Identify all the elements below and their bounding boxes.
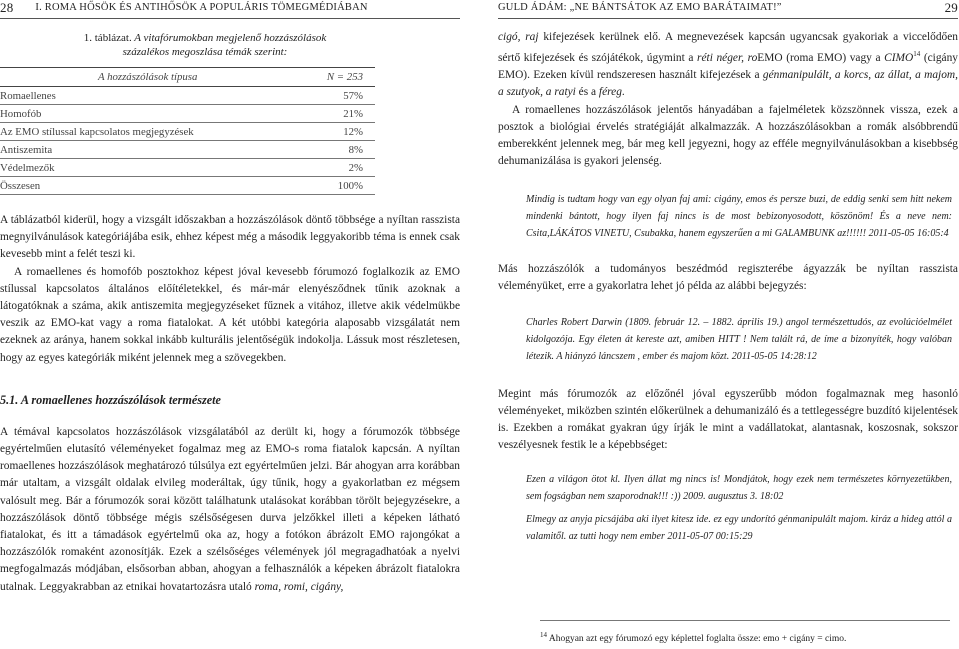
table-row-total [0, 177, 375, 195]
text-segment: (roma EMO) vagy a [782, 52, 885, 64]
right-running-head: GULD ÁDÁM: „NE BÁNTSÁTOK AZ EMO BARÁTAIMAT!” [498, 2, 782, 13]
forum-quote: Elmegy az anyja picsájába aki ilyet kitesz ide. ez egy undorító génmanipulált majom. kiráz a hideg attól a valamitől. az tutti hogy nem ember 2011-05-07 00:15:29 [526, 514, 952, 542]
table-row [0, 105, 375, 123]
forum-quote: Mindig is tudtam hogy van egy olyan faj ami: cigány, emos és persze buzi, de eddig senki sem hitt nekem mindenki bántott, hogy ilyen faj nincs is de most bebizonyosodott, köszönöm! És a neve nem: Csita,LÁKÁTOS VINETU, Csubakka, hanem egyszerűen a mi GALAMBUNK az!!!!!! 2011-05-05 16:05:4 [526, 194, 952, 240]
right-running-header [498, 0, 958, 19]
paragraph-fajelmelet: A romaellenes hozzászólások jelentős hányadában a fajelméletek közszönnek vissza, ezek a posztok a biológiai érvelés stratégiáját alkalmazzák. A hozzászólásokban a romák alsóbbrendű emberekként jelennek meg, bár meg kell jegyezni, hogy az efféle megnyilvánulásokban a kisebbség dehumanizálása is gyakori jelenség. [498, 103, 958, 168]
term-cigo: cigó, raj [498, 31, 539, 43]
table-row [0, 87, 375, 105]
paragraph-terms [498, 29, 958, 102]
left-running-header [0, 0, 460, 19]
row-label: Antiszemita [0, 141, 302, 159]
text-segment: kifejezések kerülnek elő. A megnevezések kapcsán ugyancsak gyakoriak a viccelődően sértő kifejezések és szójátékok, úgymint a [498, 31, 958, 64]
distribution-table [0, 67, 375, 195]
footnote-ref: 14 [913, 50, 921, 59]
paragraph-table-summary: A táblázatból kiderül, hogy a vizsgált időszakban a hozzászólások döntő többsége a nyíltan rasszista megnyilvánulások kategóriájába esik, ehhez képest még a második leggyakoribb téma is ennek csak kevesebb mint a felét teszi ki. [0, 214, 460, 261]
forum-quote: Ezen a világon ötot kl. Ilyen állat mg nincs is! Mondjátok, hogy ezek nem természetes környezetükben, sem fogságban nem szaporodnak!!! :)) 2009. augusztus 3. 18:02 [526, 474, 952, 503]
row-value: 100% [302, 177, 375, 195]
left-running-head: I. ROMA HŐSÖK ÉS ANTIHŐSÖK A POPULÁRIS TÖMEGMÉDIÁBAN [35, 2, 368, 13]
paragraph-tudomanyos: Más hozzászólók a tudományos beszédmód regiszterébe ágyazzák be nyíltan rasszista véleményüket, erre a gyakorlatra lehet jó példa az alábbi bejegyzés: [498, 262, 958, 293]
footnote-text: Ahogyan azt egy fórumozó egy képlettel foglalta össze: emo + cigány = cimo. [548, 634, 847, 645]
forum-quote: Charles Robert Darwin (1809. február 12. – 1882. április 19.) angol természettudós, az evolúcióelmélet kidolgozója. Egy életen át kereste azt, amiben HITT ! Nem talált rá, de íme a bizonyíték, hogy valóban létezik. A hiányzó láncszem , ember és majom közt. 2011-05-05 14:28:12 [526, 317, 952, 362]
table-caption-line2: százalékos megoszlása témák szerint: [122, 46, 288, 58]
table-row [0, 141, 375, 159]
table-label: 1. táblázat. [83, 32, 132, 44]
row-value: 57% [302, 87, 375, 105]
right-page-number: 29 [944, 0, 958, 15]
paragraph-romaellenes [0, 424, 460, 596]
section-heading: 5.1. A romaellenes hozzászólások természete [0, 392, 221, 407]
row-value: 12% [302, 123, 375, 141]
left-page [0, 0, 460, 649]
text-segment: . [621, 86, 625, 99]
footnote [540, 620, 950, 646]
row-label: Összesen [0, 177, 302, 195]
term-cimo: CIMO [884, 52, 914, 64]
row-label: Homofób [0, 105, 302, 123]
table-header-n: N = 253 [302, 68, 375, 87]
row-label: Védelmezők [0, 159, 302, 177]
row-value: 21% [302, 105, 375, 123]
table-caption [0, 31, 460, 59]
term-fereg: féreg [598, 86, 622, 99]
row-value: 8% [302, 141, 375, 159]
paragraph-romaellenes-text: A témával kapcsolatos hozzászólások vizsgálatából az derült ki, hogy a fórumozók többsége egyértelműen elutasító véleményeket fogalmaz meg az EMO-s roma fiatalok kapcsán. A nyíltan romaellenes hozzászólások meghatározó túlsúlya ezt egyértelműen jelzi. Bár ahogyan arra korábban már utaltam, a vizsgált oldalak elvileg moderáltak, úgy tűnik, hogy a gyakorlatban ez mégsem valósult meg. Bár a fórumozók sorai között találhatunk utalásokat korábban törölt bejegyzésekre, a hozzászólások döntő többsége mégis szélsőségesen durva jelzőkkel illeti a képeken látható fiatalokat, és itt a támadások egyértelmű oka az, hogy a fotókon ábrázolt EMO rajongókat a hozzászólók romaként azonosítják. Ezek a szélsőséges vélemények jól megragadhatóak a nyelvi megfogalmazás módjában, elsősorban abban, ahogyan a felhasználók a képeken ábrázolt fiatalokra utalnak. Leggyakrabban az etnikai hovatartozásra utaló [0, 425, 460, 593]
paragraph-dehumanizalo: Megint más fórumozók az előzőnél jóval egyszerűbb módon fogalmaznak meg hasonló véleményeket, miközben szintén előkerülnek a dehumanizáló és a tettlegességre buzdító kijelentések is. Ezekben a romákat gyakran úgy írják le mint a vadállatokat, alantasnak, koszosnak, sokszor veszélyesnek festik le a képebbséget: [498, 387, 958, 452]
table-caption-line1: A vitafórumokban megjelenő hozzászólások [134, 32, 327, 44]
term-list: génmanipulált, a korcs, az állat, a majom, a szutyok, a ratyi [498, 69, 958, 99]
table-header-row [0, 68, 375, 87]
term-emo: EMO [757, 52, 783, 64]
left-page-number: 28 [0, 0, 14, 15]
table-row [0, 159, 375, 177]
row-value: 2% [302, 159, 375, 177]
text-segment: (cigány EMO). Ezeken kívül rendszeresen használt kifejezések a [498, 52, 958, 82]
ethnic-terms: roma, romi, cigány, [254, 580, 344, 593]
text-segment: és a [575, 86, 599, 99]
right-page [498, 0, 958, 649]
table-row [0, 123, 375, 141]
row-label: Romaellenes [0, 87, 302, 105]
row-label: Az EMO stílussal kapcsolatos megjegyzések [0, 123, 302, 141]
paragraph-category-overview: A romaellenes és homofób posztokhoz képest jóval kevesebb fórumozó foglalkozik az EMO stílussal kapcsolatos általános előítéletekkel, és már-már elenyésződnek tűnik azoknak a látogatóknak a száma, akik antiszemita megjegyzéseket fűznek a vitához, illetve akik védelmükbe veszik az EMO-kat vagy a roma fiatalokat. A két utóbbi kategória alaposabb vizsgálatát nem ezeknek az aránya, hanem sokkal inkább kulturális jelentőségük indokolja. Lássuk most részletesen, hogy az egyes kategóriák miként jelennek meg a szövegekben. [0, 265, 460, 364]
term-reti-neger: réti néger, ro [697, 52, 758, 64]
table-header-type: A hozzászólások típusa [0, 68, 302, 87]
footnote-number: 14 [540, 631, 547, 639]
